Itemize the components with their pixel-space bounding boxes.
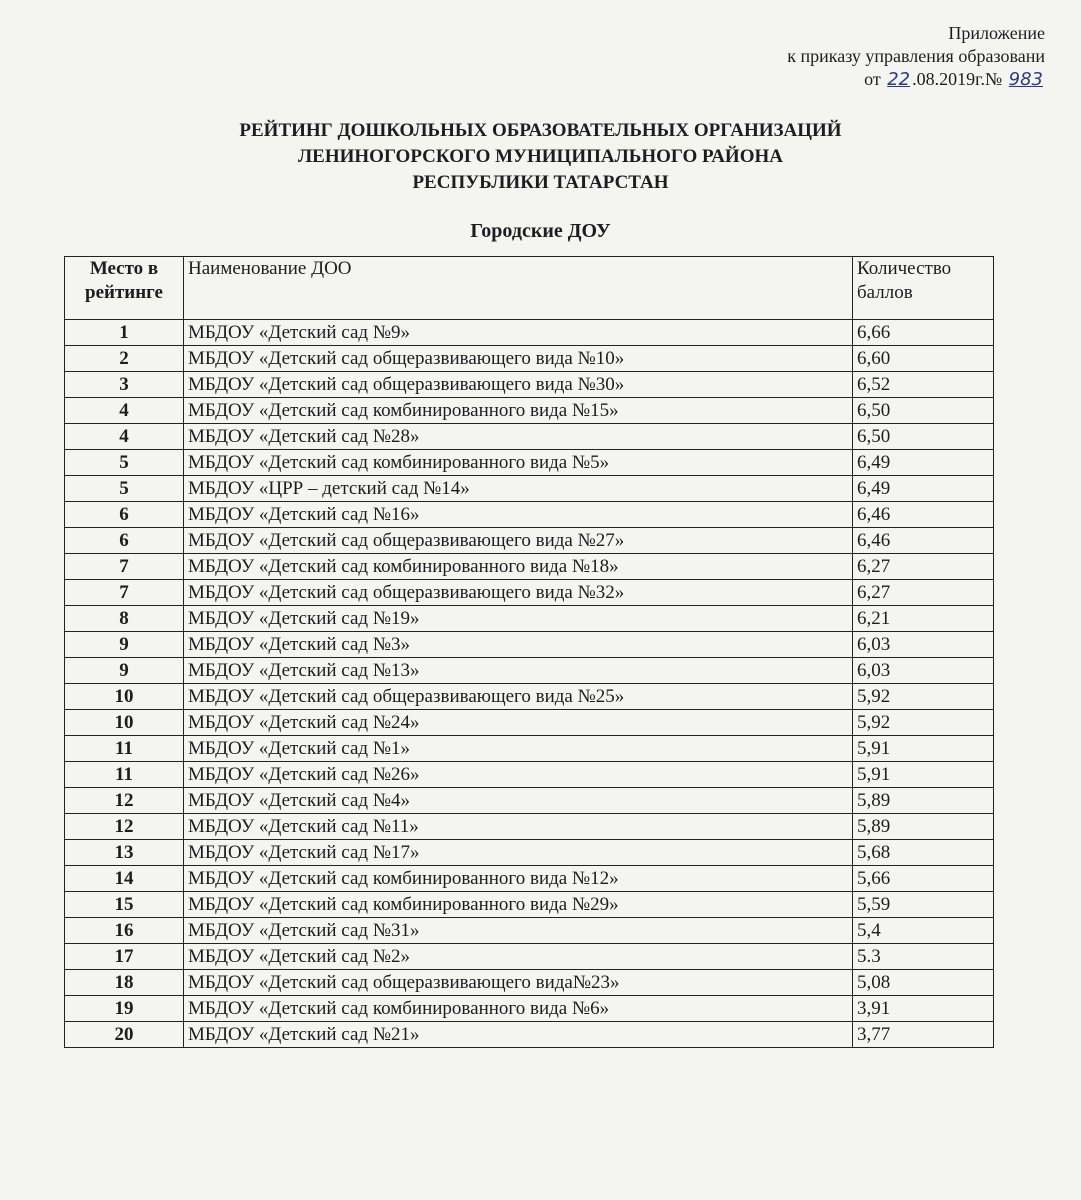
score-cell: 5.3	[853, 944, 994, 970]
table-row	[65, 346, 994, 372]
name-cell: МБДОУ «Детский сад №26»	[184, 762, 853, 788]
place-cell: 12	[65, 814, 184, 840]
name-cell: МБДОУ «Детский сад общеразвивающего вида №25»	[184, 684, 853, 710]
place-cell: 19	[65, 996, 184, 1022]
table-row	[65, 450, 994, 476]
place-cell: 5	[65, 476, 184, 502]
table-row	[65, 502, 994, 528]
appendix-note	[787, 22, 1045, 91]
name-cell: МБДОУ «Детский сад №16»	[184, 502, 853, 528]
name-cell: МБДОУ «Детский сад общеразвивающего вида №10»	[184, 346, 853, 372]
score-cell: 6,27	[853, 580, 994, 606]
table-row	[65, 320, 994, 346]
table-row	[65, 814, 994, 840]
score-cell: 5,66	[853, 866, 994, 892]
name-cell: МБДОУ «ЦРР – детский сад №14»	[184, 476, 853, 502]
rating-table	[64, 256, 994, 1048]
section-subtitle: Городские ДОУ	[470, 220, 611, 242]
place-cell: 18	[65, 970, 184, 996]
place-cell: 2	[65, 346, 184, 372]
table-row	[65, 554, 994, 580]
table-row	[65, 606, 994, 632]
appendix-from: от	[864, 69, 881, 89]
score-cell: 5,91	[853, 736, 994, 762]
table-header-row	[65, 257, 994, 320]
score-cell: 6,46	[853, 502, 994, 528]
document-title	[0, 118, 1081, 196]
score-cell: 6,46	[853, 528, 994, 554]
header-name: Наименование ДОО	[184, 257, 853, 320]
name-cell: МБДОУ «Детский сад №13»	[184, 658, 853, 684]
score-cell: 5,68	[853, 840, 994, 866]
name-cell: МБДОУ «Детский сад №31»	[184, 918, 853, 944]
name-cell: МБДОУ «Детский сад №9»	[184, 320, 853, 346]
name-cell: МБДОУ «Детский сад №19»	[184, 606, 853, 632]
place-cell: 15	[65, 892, 184, 918]
place-cell: 8	[65, 606, 184, 632]
header-place: Место в рейтинге	[65, 257, 184, 320]
place-cell: 6	[65, 528, 184, 554]
table-body	[65, 320, 994, 1048]
score-cell: 6,21	[853, 606, 994, 632]
name-cell: МБДОУ «Детский сад комбинированного вида №6»	[184, 996, 853, 1022]
table-row	[65, 918, 994, 944]
place-cell: 17	[65, 944, 184, 970]
appendix-day-handwritten: 22	[887, 69, 911, 90]
table-row	[65, 840, 994, 866]
score-cell: 5,91	[853, 762, 994, 788]
score-cell: 6,49	[853, 476, 994, 502]
place-cell: 12	[65, 788, 184, 814]
table-row	[65, 632, 994, 658]
place-cell: 11	[65, 736, 184, 762]
place-cell: 6	[65, 502, 184, 528]
place-cell: 7	[65, 580, 184, 606]
score-cell: 6,50	[853, 424, 994, 450]
place-cell: 13	[65, 840, 184, 866]
table-row	[65, 944, 994, 970]
table-row	[65, 658, 994, 684]
name-cell: МБДОУ «Детский сад комбинированного вида №5»	[184, 450, 853, 476]
table-row	[65, 710, 994, 736]
name-cell: МБДОУ «Детский сад №28»	[184, 424, 853, 450]
title-line-2: ЛЕНИНОГОРСКОГО МУНИЦИПАЛЬНОГО РАЙОНА	[298, 146, 783, 167]
name-cell: МБДОУ «Детский сад №21»	[184, 1022, 853, 1048]
table-row	[65, 762, 994, 788]
place-cell: 5	[65, 450, 184, 476]
score-cell: 3,91	[853, 996, 994, 1022]
appendix-date-rest: .08.2019г.№	[912, 69, 1003, 89]
name-cell: МБДОУ «Детский сад комбинированного вида №29»	[184, 892, 853, 918]
place-cell: 14	[65, 866, 184, 892]
table-row	[65, 580, 994, 606]
appendix-line-2: к приказу управления образовани	[787, 46, 1045, 66]
score-cell: 6,03	[853, 658, 994, 684]
table-row	[65, 398, 994, 424]
place-cell: 4	[65, 398, 184, 424]
table-row	[65, 892, 994, 918]
name-cell: МБДОУ «Детский сад общеразвивающего вида №32»	[184, 580, 853, 606]
score-cell: 5,08	[853, 970, 994, 996]
name-cell: МБДОУ «Детский сад комбинированного вида №15»	[184, 398, 853, 424]
name-cell: МБДОУ «Детский сад №4»	[184, 788, 853, 814]
table-row	[65, 736, 994, 762]
name-cell: МБДОУ «Детский сад общеразвивающего вида №30»	[184, 372, 853, 398]
table-row	[65, 970, 994, 996]
score-cell: 5,92	[853, 710, 994, 736]
place-cell: 3	[65, 372, 184, 398]
table-row	[65, 866, 994, 892]
place-cell: 4	[65, 424, 184, 450]
score-cell: 6,03	[853, 632, 994, 658]
place-cell: 20	[65, 1022, 184, 1048]
score-cell: 5,89	[853, 814, 994, 840]
table-row	[65, 684, 994, 710]
place-cell: 10	[65, 710, 184, 736]
name-cell: МБДОУ «Детский сад общеразвивающего вида№23»	[184, 970, 853, 996]
name-cell: МБДОУ «Детский сад общеразвивающего вида №27»	[184, 528, 853, 554]
table-row	[65, 1022, 994, 1048]
score-cell: 5,89	[853, 788, 994, 814]
name-cell: МБДОУ «Детский сад комбинированного вида №12»	[184, 866, 853, 892]
table-row	[65, 424, 994, 450]
place-cell: 7	[65, 554, 184, 580]
header-score: Количество баллов	[853, 257, 994, 320]
score-cell: 6,50	[853, 398, 994, 424]
score-cell: 6,60	[853, 346, 994, 372]
appendix-line-3	[787, 68, 1045, 91]
place-cell: 10	[65, 684, 184, 710]
name-cell: МБДОУ «Детский сад №1»	[184, 736, 853, 762]
name-cell: МБДОУ «Детский сад №17»	[184, 840, 853, 866]
table-row	[65, 528, 994, 554]
score-cell: 3,77	[853, 1022, 994, 1048]
table-row	[65, 372, 994, 398]
place-cell: 11	[65, 762, 184, 788]
table-row	[65, 996, 994, 1022]
place-cell: 1	[65, 320, 184, 346]
title-line-1: РЕЙТИНГ ДОШКОЛЬНЫХ ОБРАЗОВАТЕЛЬНЫХ ОРГАНИЗАЦИЙ	[239, 120, 842, 141]
table-row	[65, 476, 994, 502]
score-cell: 6,66	[853, 320, 994, 346]
score-cell: 5,92	[853, 684, 994, 710]
place-cell: 9	[65, 658, 184, 684]
place-cell: 9	[65, 632, 184, 658]
appendix-line-1: Приложение	[948, 23, 1045, 43]
score-cell: 5,4	[853, 918, 994, 944]
score-cell: 6,52	[853, 372, 994, 398]
name-cell: МБДОУ «Детский сад №2»	[184, 944, 853, 970]
appendix-number-handwritten: 983	[1008, 69, 1043, 90]
name-cell: МБДОУ «Детский сад №3»	[184, 632, 853, 658]
score-cell: 5,59	[853, 892, 994, 918]
score-cell: 6,27	[853, 554, 994, 580]
table-row	[65, 788, 994, 814]
name-cell: МБДОУ «Детский сад комбинированного вида №18»	[184, 554, 853, 580]
score-cell: 6,49	[853, 450, 994, 476]
place-cell: 16	[65, 918, 184, 944]
name-cell: МБДОУ «Детский сад №24»	[184, 710, 853, 736]
name-cell: МБДОУ «Детский сад №11»	[184, 814, 853, 840]
title-line-3: РЕСПУБЛИКИ ТАТАРСТАН	[412, 172, 669, 193]
